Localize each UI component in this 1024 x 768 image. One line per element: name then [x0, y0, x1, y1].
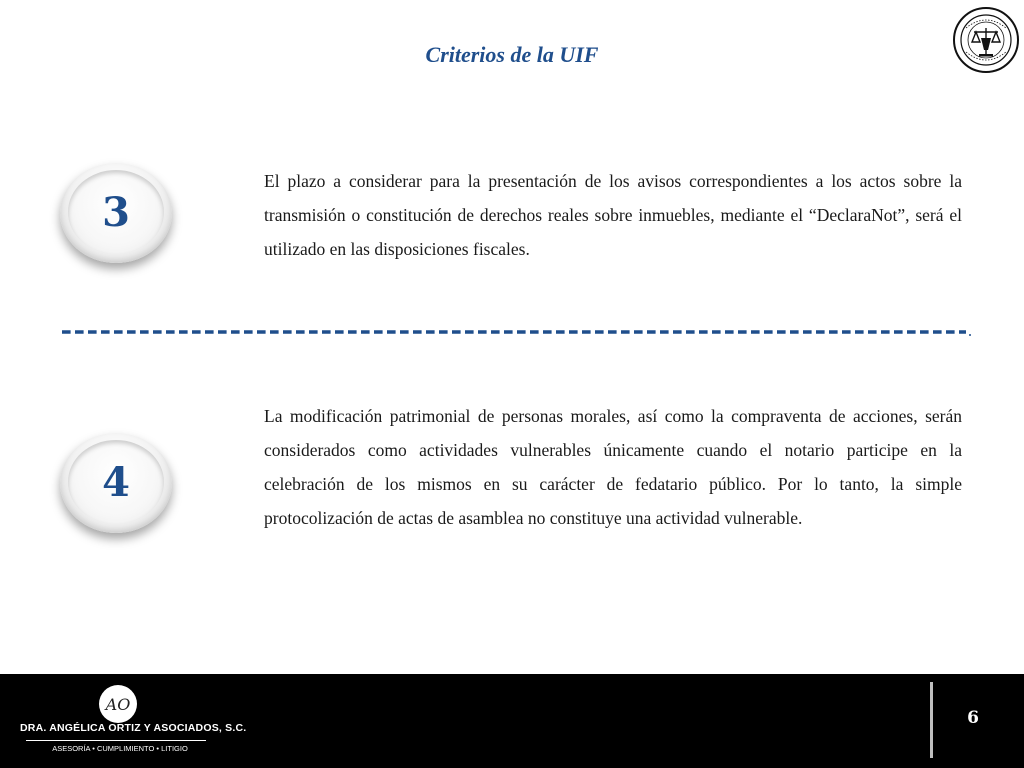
firm-name: DRA. ANGÉLICA ORTIZ Y ASOCIADOS, S.C.	[20, 722, 247, 734]
page-number: 6	[967, 708, 979, 728]
criterion-number: 4	[102, 459, 130, 506]
slide-title: Criterios de la UIF	[425, 42, 599, 67]
criterion-number-badge	[60, 433, 172, 533]
criterion-number-badge	[60, 163, 172, 263]
criterion-number: 3	[102, 189, 130, 236]
notary-seal-icon	[952, 6, 1020, 74]
footer-band	[0, 674, 1024, 768]
dashed-divider	[60, 323, 972, 339]
criterion-text: El plazo a considerar para la presentación de los avisos correspondientes a los actos sobre la transmisión o constitución de derechos reales sobre inmuebles, mediante el “DeclaraNot”, será el utilizado en las disposiciones fiscales.	[264, 171, 962, 259]
svg-text:AO: AO	[105, 695, 131, 714]
firm-tagline: ASESORÍA • CUMPLIMIENTO • LITIGIO	[52, 744, 188, 753]
footer-separator	[930, 682, 933, 758]
firm-divider	[26, 740, 206, 741]
criterion-text: La modificación patrimonial de personas morales, así como la compraventa de acciones, serán considerados como actividades vulnerables únicamente cuando el notario participe en la celebración de los mismos en su carácter de fedatario público. Por lo tanto, la simple protocolización de actas de asamblea no constituye una actividad vulnerable.	[264, 406, 962, 528]
firm-logo-icon	[98, 684, 138, 724]
